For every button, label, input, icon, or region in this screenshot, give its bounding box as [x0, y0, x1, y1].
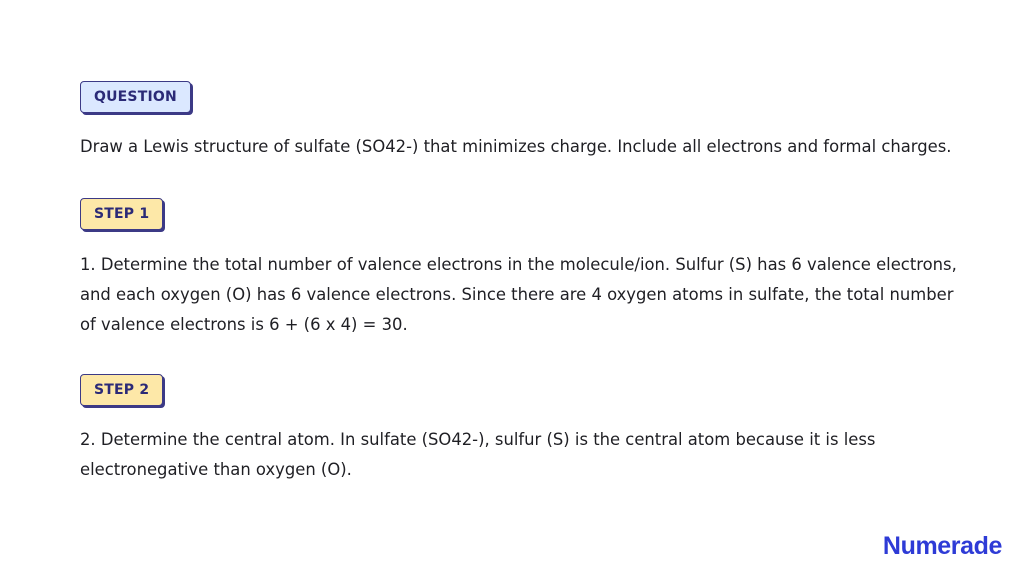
numerade-logo: Numerade: [882, 532, 1002, 560]
step-2-badge: STEP 2: [80, 374, 163, 406]
step-1-badge: STEP 1: [80, 198, 163, 230]
question-text: Draw a Lewis structure of sulfate (SO42-) that minimizes charge. Include all electrons and formal charges.: [80, 137, 952, 156]
step-2-text: 2. Determine the central atom. In sulfate (SO42-), sulfur (S) is the central atom because it is less electronegative than oxygen (O).: [80, 430, 876, 479]
step-1-text: 1. Determine the total number of valence electrons in the molecule/ion. Sulfur (S) has 6 valence electrons, and each oxygen (O) has 6 valence electrons. Since there are 4 oxygen atoms in sulfate, the total number of valence electrons is 6 + (6 x 4) = 30.: [80, 255, 957, 334]
question-badge: QUESTION: [80, 81, 191, 113]
